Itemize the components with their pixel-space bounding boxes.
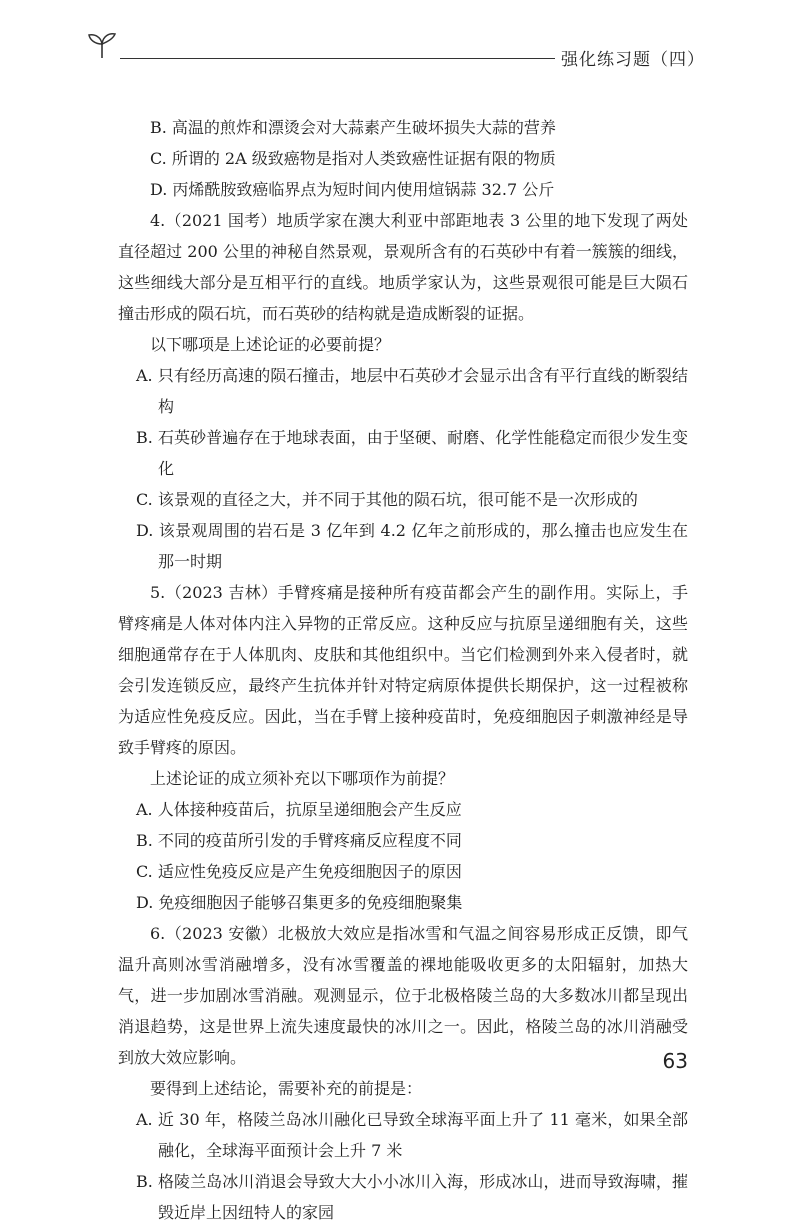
- q6-option-b: B. 格陵兰岛冰川消退会导致大大小小冰川入海，形成冰山，进而导致海啸，摧毁近岸上因纽特人的家园: [136, 1172, 688, 1222]
- q5-option-a: A. 人体接种疫苗后，抗原呈递细胞会产生反应: [136, 800, 462, 819]
- q4-stem: 4.（2021 国考）地质学家在澳大利亚中部距地表 3 公里的地下发现了两处直径超过 200 公里的神秘自然景观，景观所含有的石英砂中有着一簇簇的细线，这些细线大部分是互相平行的直线。地质学家认为，这些景观很可能是巨大陨石撞击形成的陨石坑，而石英砂的结构就是造成断裂的证据。: [118, 211, 688, 323]
- q3-option-d: D. 丙烯酰胺致癌临界点为短时间内使用煊锅蒜 32.7 公斤: [150, 180, 555, 199]
- page-content: [118, 112, 688, 1228]
- q4-option-b: B. 石英砂普遍存在于地球表面，由于坚硬、耐磨、化学性能稳定而很少发生变化: [136, 428, 688, 478]
- page-header: [85, 30, 705, 70]
- q4-option-a: A. 只有经历高速的陨石撞击，地层中石英砂才会显示出含有平行直线的断裂结构: [136, 366, 688, 416]
- q5-option-d: D. 免疫细胞因子能够召集更多的免疫细胞聚集: [136, 893, 463, 912]
- q4-options: [118, 360, 688, 577]
- q6-options: [118, 1104, 688, 1228]
- q3-option-b: B. 高温的煎炸和漂烫会对大蒜素产生破坏损失大蒜的营养: [150, 118, 556, 137]
- q4-option-c: C. 该景观的直径之大，并不同于其他的陨石坑，很可能不是一次形成的: [136, 490, 638, 509]
- q5-stem: 5.（2023 吉林）手臂疼痛是接种所有疫苗都会产生的副作用。实际上，手臂疼痛是人体对体内注入异物的正常反应。这种反应与抗原呈递细胞有关，这些细胞通常存在于人体肌肉、皮肤和其他组织中。当它们检测到外来入侵者时，就会引发连锁反应，最终产生抗体并针对特定病原体提供长期保护，这一过程被称为适应性免疫反应。因此，当在手臂上接种疫苗时，免疫细胞因子刺激神经是导致手臂疼的原因。: [118, 583, 688, 757]
- q5-option-b: B. 不同的疫苗所引发的手臂疼痛反应程度不同: [136, 831, 462, 850]
- q5-question: 上述论证的成立须补充以下哪项作为前提？: [150, 769, 455, 788]
- q3-option-c: C. 所谓的 2A 级致癌物是指对人类致癌性证据有限的物质: [150, 149, 556, 168]
- q5-options: [118, 794, 688, 918]
- q5-option-c: C. 适应性免疫反应是产生免疫细胞因子的原因: [136, 862, 462, 881]
- page-number: 63: [662, 1049, 688, 1073]
- header-rule: [120, 58, 555, 59]
- q6-question: 要得到上述结论，需要补充的前提是：: [150, 1079, 423, 1098]
- q4-option-d: D. 该景观周围的岩石是 3 亿年到 4.2 亿年之前形成的，那么撞击也应发生在那一时期: [136, 521, 688, 571]
- sprout-icon: [85, 30, 119, 60]
- q4-question: 以下哪项是上述论证的必要前提？: [150, 335, 391, 354]
- q6-stem: 6.（2023 安徽）北极放大效应是指冰雪和气温之间容易形成正反馈，即气温升高则冰雪消融增多，没有冰雪覆盖的裸地能吸收更多的太阳辐射，加热大气，进一步加剧冰雪消融。观测显示，位于北极格陵兰岛的大多数冰川都呈现出消退趋势，这是世界上流失速度最快的冰川之一。因此，格陵兰岛的冰川消融受到放大效应影响。: [118, 924, 688, 1067]
- section-title: 强化练习题（四）: [561, 50, 705, 70]
- q6-option-a: A. 近 30 年，格陵兰岛冰川融化已导致全球海平面上升了 11 毫米，如果全部融化，全球海平面预计会上升 7 米: [136, 1110, 688, 1160]
